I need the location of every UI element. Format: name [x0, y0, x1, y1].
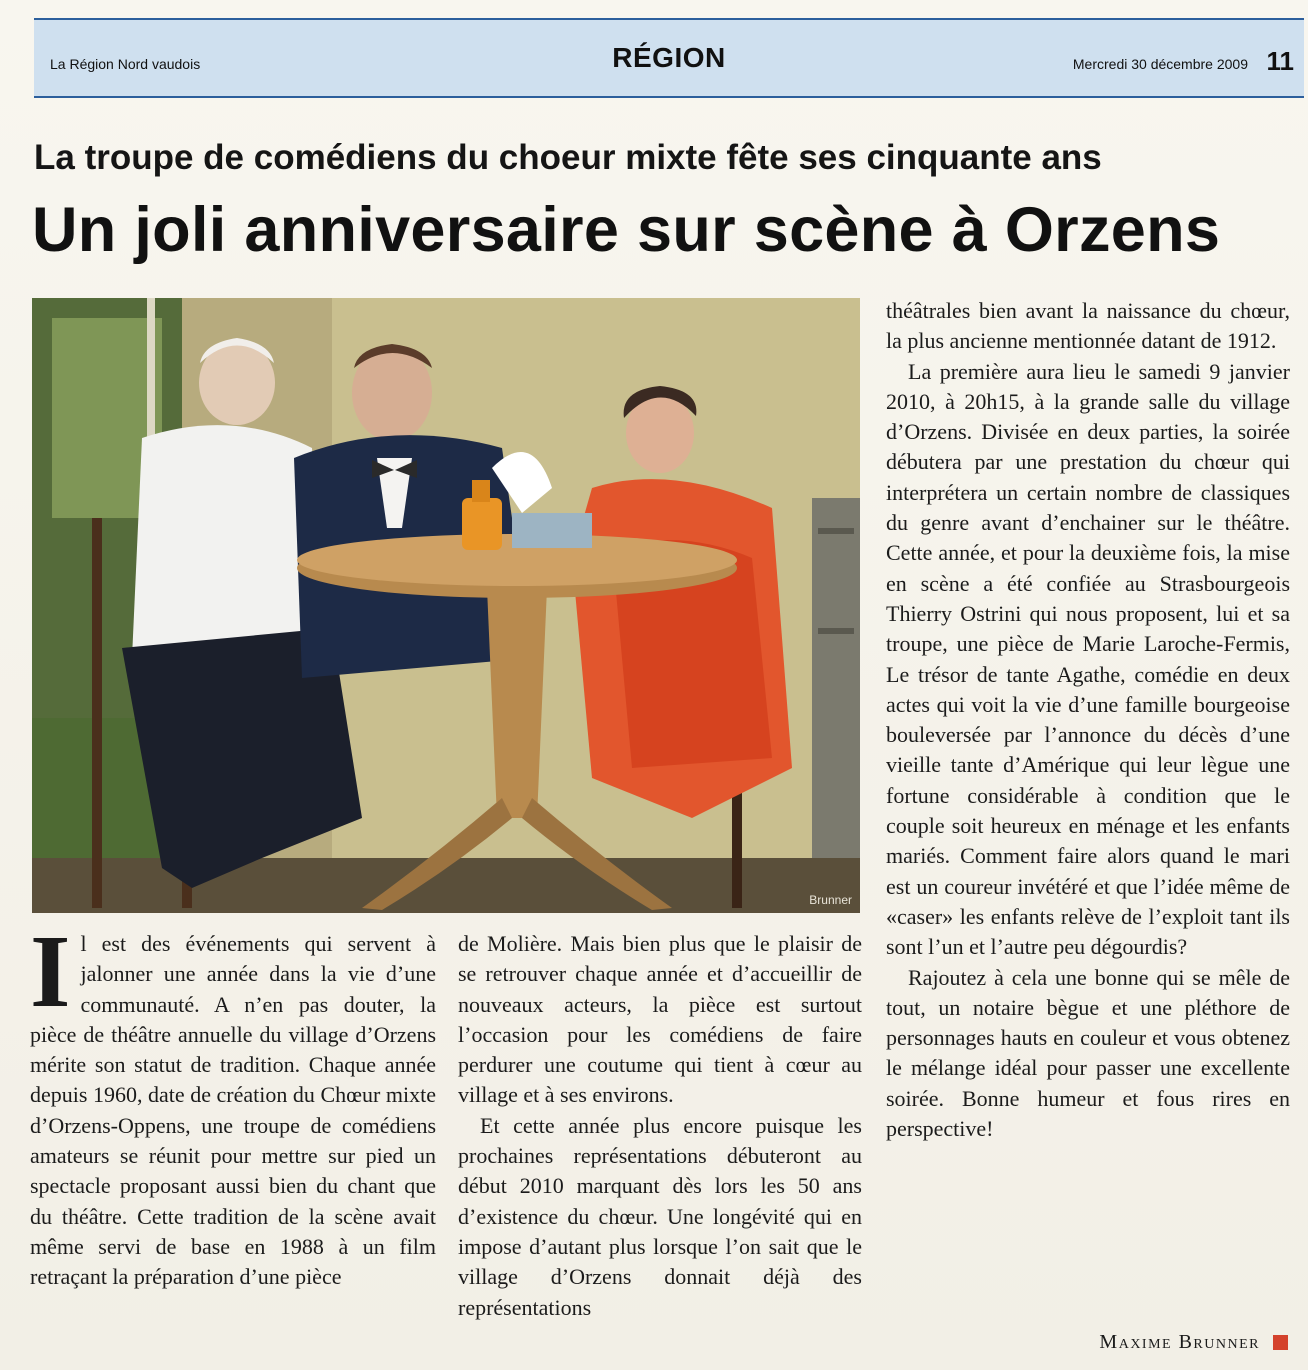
paragraph: Rajoutez à cela une bonne qui se mêle de tout, un notaire bègue et une pléthore de personnages hauts en couleur et vous obtenez le mélange idéal pour passer une excellente soirée. Bonne humeur et fous rires en perspective!	[886, 964, 1290, 1142]
issue-date: Mercredi 30 décembre 2009	[1072, 56, 1248, 72]
paragraph: Et cette année plus encore puisque les prochaines représentations débuteront au début 2010 marquant dès lors les 50 ans d’existence du chœur. Une longévité qui en impose d’autant plus lorsque l’on sait que le village d’Orzens donnait déjà des représentations	[458, 1112, 862, 1320]
article-headline: Un joli anniversaire sur scène à Orzens	[32, 195, 1221, 265]
article-column-2	[458, 929, 862, 1323]
drop-cap: I	[30, 914, 71, 1029]
article-photo	[32, 298, 860, 913]
section-name: RÉGION	[612, 42, 726, 73]
paragraph: La première aura lieu le samedi 9 janvier 2010, à 20h15, à la grande salle du village d’Orzens. Divisée en deux parties, la soirée débutera par une prestation du chœur qui interprétera un certain nombre de classiques du genre avant d’enchainer sur le théâtre. Cette année, et pour la deuxième fois, la mise en scène a été confiée au Strasbourgeois Thierry Ostrini qui nous proposent, lui et sa troupe, une pièce de Marie Laroche-Fermis, Le trésor de tante Agathe, comédie en deux actes qui voit la vie d’une famille bourgeoise bouleversée par l’annonce du décès d’une vieille tante d’Amérique qui leur lègue une fortune considérable à condition que le couple soit heureux en ménage et les enfants mariés. Comment faire alors quand le mari est un coureur invétéré et que l’idée même de «caser» les enfants relève de l’exploit tant ils sont l’un et l’autre peu dégourdis?	[886, 358, 1290, 960]
article-column-1	[30, 914, 436, 1293]
paragraph: l est des événements qui servent à jalonner une année dans la vie d’une communauté. A n’en pas douter, la pièce de théâtre annuelle du village d’Orzens mérite son statut de tradition. Chaque année depuis 1960, date de création du Chœur mixte d’Orzens-Oppens, une troupe de comédiens amateurs se réunit pour mettre sur pied un spectacle proposant aussi bien du chant que du théâtre. Cette tradition de la scène avait même servi de base en 1988 à un film retraçant la préparation d’une pièce	[30, 931, 436, 1290]
page-number: 11	[1266, 46, 1294, 76]
photo-credit: Brunner	[809, 893, 852, 907]
article-kicker: La troupe de comédiens du choeur mixte fête ses cinquante ans	[34, 138, 1102, 177]
author-byline: Maxime Brunner	[1099, 1331, 1260, 1353]
paragraph: théâtrales bien avant la naissance du chœur, la plus ancienne mentionnée datant de 1912.	[886, 298, 1290, 354]
paragraph: de Molière. Mais bien plus que le plaisir de se retrouver chaque année et d’accueillir de nouveaux acteurs, la pièce est surtout l’occasion pour les comédiens de faire perdurer une coutume qui tient à cœur au village et à ses environs.	[458, 931, 862, 1108]
article-column-3	[886, 296, 1290, 1144]
end-mark-icon	[1273, 1335, 1288, 1350]
page-header	[34, 18, 1304, 98]
paper-name: La Région Nord vaudois	[50, 56, 201, 72]
